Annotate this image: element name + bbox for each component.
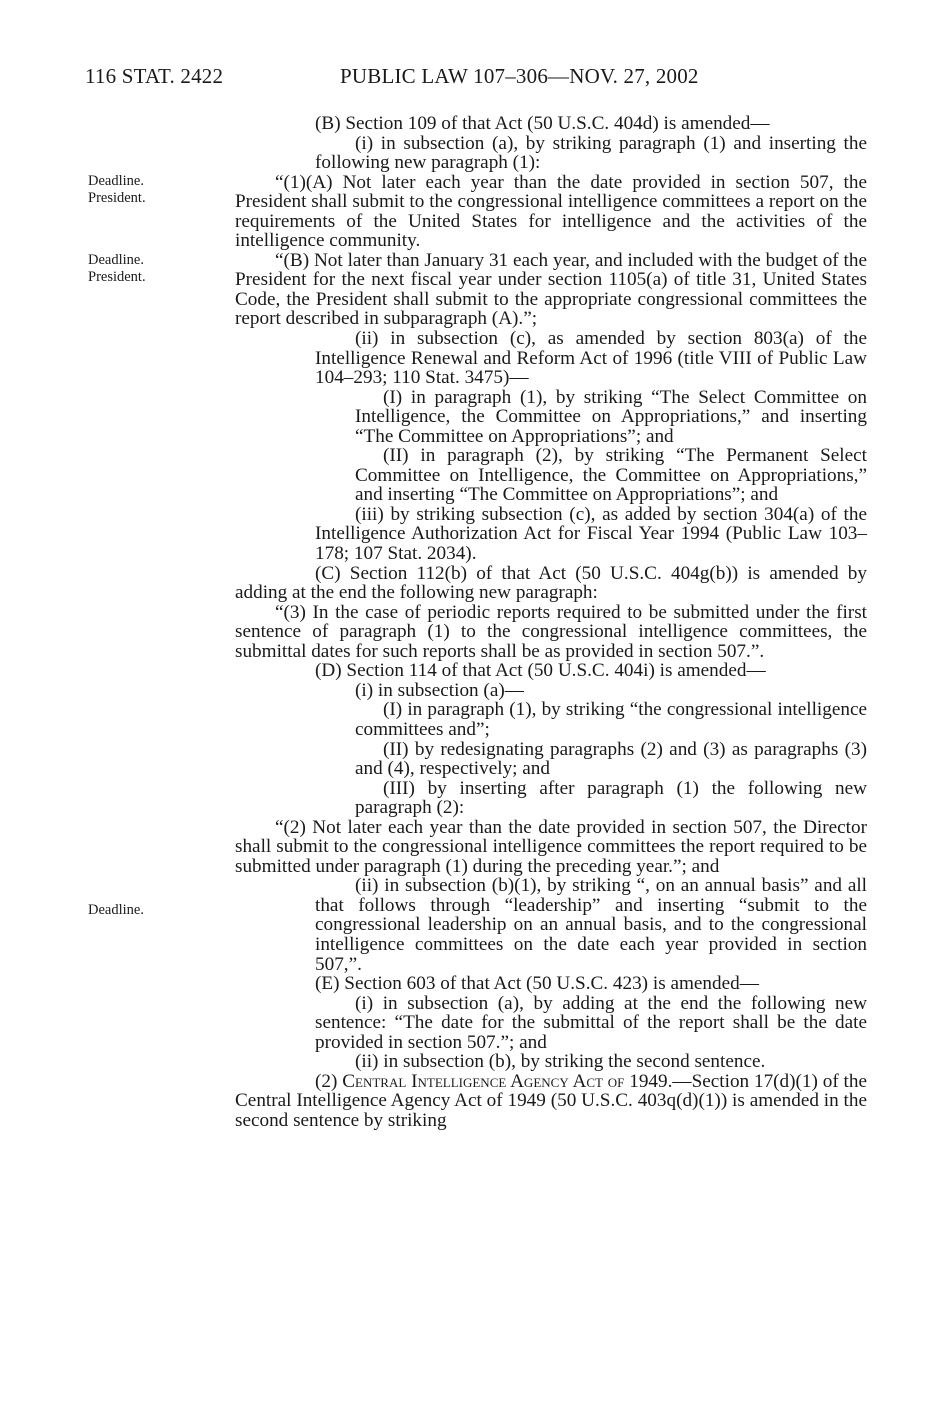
margin-note (88, 252, 146, 286)
margin-note (88, 902, 144, 919)
page-header (85, 64, 945, 94)
statute-body-text (235, 114, 867, 1130)
statute-paragraph: (i) in subsection (a), by adding at the end the following new sentence: “The date for the submittal of the report shall be the date provided in section 507.”; and (315, 992, 867, 1053)
statute-paragraph: (II) by redesignating paragraphs (2) and (3) as paragraphs (3) and (4), respectively; and (355, 738, 867, 780)
paragraph-text: .—Section 17(d)(1) of the Central Intelligence Agency Act of 1949 (50 U.S.C. 403q(d)(1)) is amended in the second sentence by striking (235, 1070, 867, 1131)
statute-page-number: 116 STAT. 2422 (85, 64, 224, 88)
statute-paragraph: (i) in subsection (a)— (355, 679, 524, 701)
statute-paragraph: (ii) in subsection (b), by striking the second sentence. (355, 1051, 766, 1073)
statute-paragraph: “(3) In the case of periodic reports required to be submitted under the first sentence of paragraph (1) to the congressional intelligence committees, the submittal dates for such reports shall be as provided in section 507.”. (235, 601, 867, 662)
public-law-citation: PUBLIC LAW 107–306—NOV. 27, 2002 (340, 64, 699, 88)
statute-paragraph: (E) Section 603 of that Act (50 U.S.C. 423) is amended— (315, 973, 759, 995)
statute-paragraph: (i) in subsection (a), by striking paragraph (1) and inserting the following new paragraph (1): (315, 132, 867, 174)
paragraph-number: (2) (315, 1070, 343, 1092)
statute-paragraph: “(1)(A) Not later each year than the date provided in section 507, the President shall submit to the congressional intelligence committees a report on the requirements of the United States for intelligence and the activities of the intelligence community. (235, 171, 867, 252)
statute-paragraph: (ii) in subsection (b)(1), by striking “, on an annual basis” and all that follows through “leadership” and inserting “submit to the congressional leadership on an annual basis, and to the congressional intelligence committees on the date each year provided in section 507,”. (315, 875, 867, 975)
paragraph-heading: Central Intelligence Agency Act of 1949 (342, 1070, 668, 1092)
statute-paragraph: (III) by inserting after paragraph (1) the following new paragraph (2): (355, 777, 867, 819)
margin-note (88, 173, 146, 207)
margin-note-line: Deadline. (88, 252, 144, 268)
statute-paragraph: (I) in paragraph (1), by striking “The Select Committee on Intelligence, the Committee on Appropriations,” and inserting “The Committee on Appropriations”; and (355, 386, 867, 447)
final-paragraph (235, 1072, 867, 1131)
statute-paragraph: (II) in paragraph (2), by striking “The Permanent Select Committee on Intelligence, the Committee on Appropriations,” and inserting “The Committee on Appropriations”; and (355, 445, 867, 506)
margin-note-line: President. (88, 269, 146, 285)
statute-paragraph: (B) Section 109 of that Act (50 U.S.C. 404d) is amended— (315, 113, 770, 134)
statute-paragraph: (I) in paragraph (1), by striking “the congressional intelligence committees and”; (355, 699, 867, 740)
statute-paragraph: “(B) Not later than January 31 each year, and included with the budget of the President for the next fiscal year under section 1105(a) of title 31, United States Code, the President shall submit to the appropriate congressional committees the report described in subparagraph (A).”; (235, 249, 867, 330)
statute-paragraph: (iii) by striking subsection (c), as added by section 304(a) of the Intelligence Authorization Act for Fiscal Year 1994 (Public Law 103–178; 107 Stat. 2034). (315, 503, 867, 565)
statute-paragraph: (C) Section 112(b) of that Act (50 U.S.C. 404g(b)) is amended by adding at the end the following new paragraph: (235, 562, 867, 604)
margin-note-line: President. (88, 190, 146, 206)
statute-paragraph: (ii) in subsection (c), as amended by section 803(a) of the Intelligence Renewal and Reform Act of 1996 (title VIII of Public Law 104–293; 110 Stat. 3475)— (315, 328, 867, 389)
statute-paragraph: “(2) Not later each year than the date provided in section 507, the Director shall submit to the congressional intelligence committees the report required to be submitted under paragraph (1) during the preceding year.”; and (235, 816, 867, 877)
margin-note-line: Deadline. (88, 902, 144, 918)
margin-note-line: Deadline. (88, 173, 144, 189)
statute-paragraph: (D) Section 114 of that Act (50 U.S.C. 404i) is amended— (315, 660, 766, 682)
